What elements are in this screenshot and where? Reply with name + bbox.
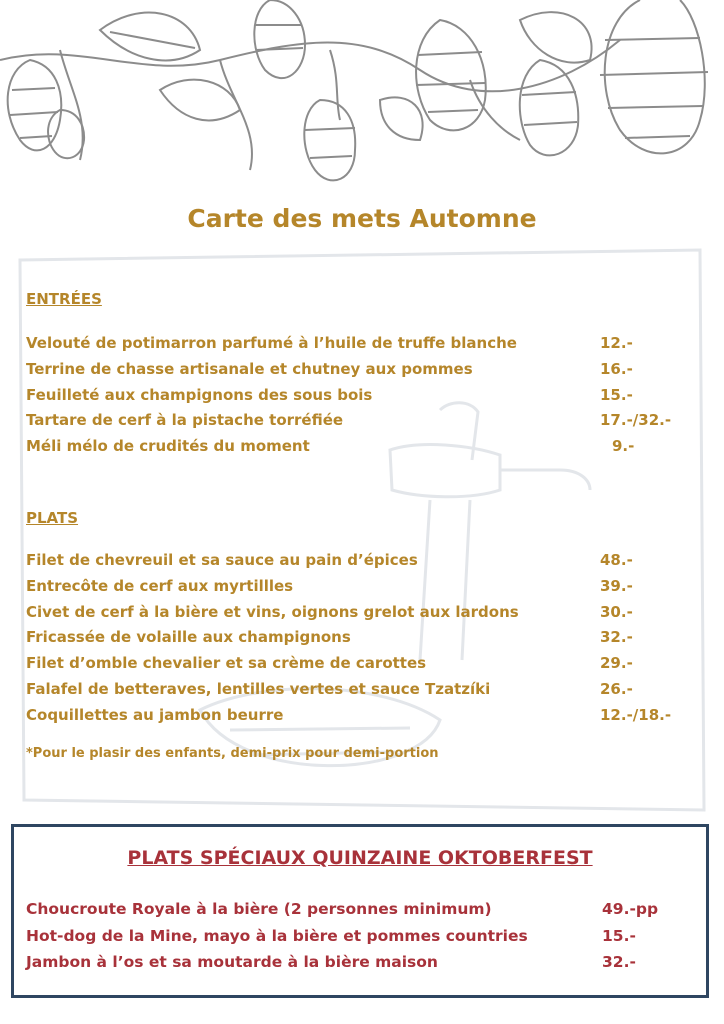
menu-item [26,577,706,603]
menu-item [26,551,706,577]
item-name: Falafel de betteraves, lentilles vertes et sauce Tzatzíki [26,679,491,698]
item-price: 16.- [600,359,633,378]
hops-illustration [0,0,724,200]
menu-item [26,334,706,360]
menu-item [26,628,706,654]
hop-cone [8,0,708,180]
menu-item [26,654,706,680]
item-name: Feuilleté aux champignons des sous bois [26,385,373,404]
item-name: Terrine de chasse artisanale et chutney aux pommes [26,359,473,378]
entrees-heading: ENTRÉES [26,290,102,308]
menu-item [26,706,706,732]
menu-item [26,900,696,927]
oktoberfest-list [26,900,696,980]
menu-item [26,411,706,437]
item-name: Filet d’omble chevalier et sa crème de carottes [26,654,427,673]
item-price: 32.- [600,628,633,647]
menu-item [26,680,706,706]
item-price: 12.- [600,334,633,352]
menu-item [26,953,696,980]
item-name: Filet de chevreuil et sa sauce au pain d’épices [26,551,418,569]
item-price: 15.- [602,926,636,945]
item-name: Velouté de potimarron parfumé à l’huile de truffe blanche [26,334,517,352]
menu-item [26,360,706,386]
oktoberfest-heading: PLATS SPÉCIAUX QUINZAINE OKTOBERFEST [127,847,593,869]
item-price: 12.-/18.- [600,705,672,724]
item-name: Choucroute Royale à la bière (2 personnes minimum) [26,900,492,918]
oktoberfest-box [11,824,709,998]
hop-leaf [100,12,592,140]
item-price: 48.- [600,551,633,569]
item-price: 32.- [602,953,636,971]
beer-tap-sketch [0,240,724,820]
entrees-list [26,334,706,463]
menu-title: Carte des mets Automne [187,204,537,233]
item-name: Fricassée de volaille aux champignons [26,628,351,647]
children-note: *Pour le plasir des enfants, demi-prix pour demi-portion [26,746,439,761]
item-price: 26.- [600,679,633,698]
item-price: 30.- [600,602,633,621]
item-name: Entrecôte de cerf aux myrtillles [26,576,294,595]
plats-list [26,551,706,732]
item-price: 15.- [600,385,633,404]
item-price: 39.- [600,576,633,595]
hop-vine [0,40,620,170]
item-name: Jambon à l’os et sa moutarde à la bière maison [26,953,438,971]
item-name: Tartare de cerf à la pistache torréfiée [26,411,344,430]
menu-item [26,386,706,412]
item-price: 9.- [612,437,635,456]
menu-item [26,437,706,463]
item-name: Civet de cerf à la bière et vins, oignons grelot aux lardons [26,602,519,621]
menu-item [26,927,696,954]
item-price: 29.- [600,654,633,673]
item-name: Coquillettes au jambon beurre [26,705,284,724]
plats-heading: PLATS [26,509,79,527]
menu-item [26,603,706,629]
item-name: Hot-dog de la Mine, mayo à la bière et pommes countries [26,926,528,945]
item-price: 17.-/32.- [600,411,672,430]
item-name: Méli mélo de crudités du moment [26,437,310,456]
item-price: 49.-pp [602,900,659,918]
